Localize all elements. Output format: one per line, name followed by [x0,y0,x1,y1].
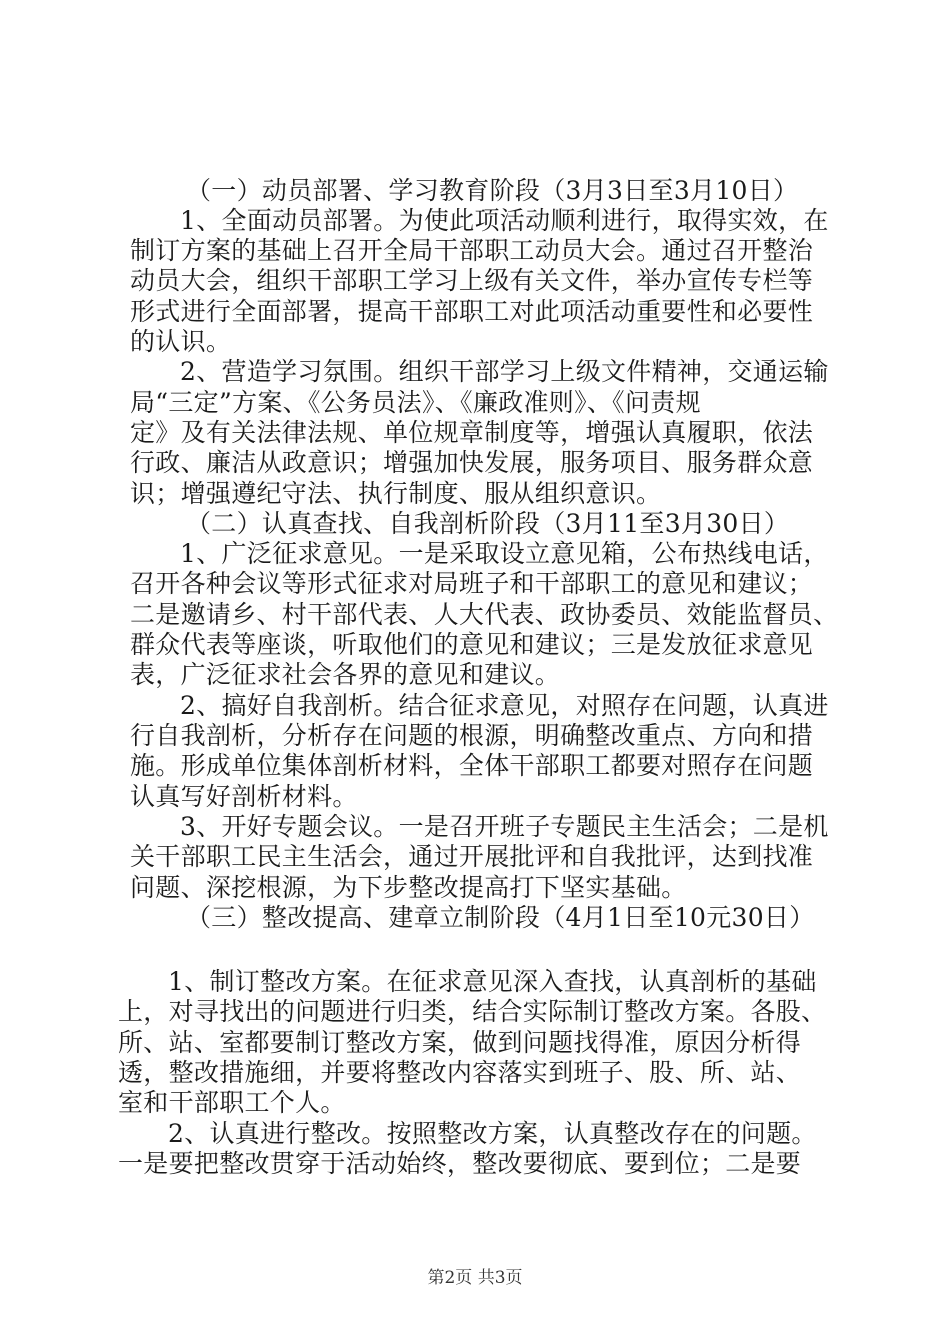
paragraph-line: 一是要把整改贯穿于活动始终，整改要彻底、要到位；二是要 [118,1149,802,1178]
paragraph-line: 1、制订整改方案。在征求意见深入查找，认真剖析的基础 [168,967,817,996]
page-number-footer: 第2页 共3页 [427,1268,523,1288]
paragraph-line: 识；增强遵纪守法、执行制度、服从组织意识。 [130,479,662,508]
paragraph-line: 表，广泛征求社会各界的意见和建议。 [130,660,561,689]
paragraph-line: 行政、廉洁从政意识；增强加快发展，服务项目、服务群众意 [130,448,814,477]
paragraph-line: 的认识。 [130,327,232,356]
paragraph-line: 2、认真进行整改。按照整改方案，认真整改存在的问题。 [168,1119,817,1148]
paragraph-line: 认真写好剖析材料。 [130,782,358,811]
paragraph-line: 施。形成单位集体剖析材料，全体干部职工都要对照存在问题 [130,751,814,780]
paragraph-line: 动员大会，组织干部职工学习上级有关文件，举办宣传专栏等 [130,266,814,295]
section-heading-3: （三）整改提高、建章立制阶段（4月1日至10元30日） [186,903,815,932]
paragraph-line: 2、营造学习氛围。组织干部学习上级文件精神，交通运输 [180,357,829,386]
paragraph-line: 行自我剖析，分析存在问题的根源，明确整改重点、方向和措 [130,721,814,750]
paragraph-line: 制订方案的基础上召开全局干部职工动员大会。通过召开整治 [130,236,814,265]
paragraph-line: 召开各种会议等形式征求对局班子和干部职工的意见和建议； [130,569,814,598]
paragraph-line: 透，整改措施细，并要将整改内容落实到班子、股、所、站、 [118,1058,802,1087]
paragraph-line: 上，对寻找出的问题进行归类，结合实际制订整改方案。各股、 [118,997,827,1026]
section-heading-2: （二）认真查找、自我剖析阶段（3月11至3月30日） [186,509,790,538]
paragraph-line: 3、开好专题会议。一是召开班子专题民主生活会；二是机 [180,812,829,841]
paragraph-line: 1、广泛征求意见。一是采取设立意见箱，公布热线电话， [180,539,829,568]
section-heading-1: （一）动员部署、学习教育阶段（3月3日至3月10日） [186,176,799,205]
paragraph-line: 问题、深挖根源，为下步整改提高打下坚实基础。 [130,873,687,902]
paragraph-line: 群众代表等座谈，听取他们的意见和建议；三是发放征求意见 [130,630,814,659]
paragraph-line: 2、搞好自我剖析。结合征求意见，对照存在问题，认真进 [180,691,829,720]
paragraph-line: 形式进行全面部署，提高干部职工对此项活动重要性和必要性 [130,297,814,326]
paragraph-line: 室和干部职工个人。 [118,1088,346,1117]
paragraph-line: 二是邀请乡、村干部代表、人大代表、政协委员、效能监督员、 [130,600,839,629]
paragraph-line: 1、全面动员部署。为使此项活动顺利进行，取得实效，在 [180,206,829,235]
paragraph-line: 关干部职工民主生活会，通过开展批评和自我批评，达到找准 [130,842,814,871]
paragraph-line: 局“三定”方案、《公务员法》、《廉政准则》、《问责规 [130,388,701,417]
paragraph-line: 定》及有关法律法规、单位规章制度等，增强认真履职，依法 [130,418,814,447]
paragraph-line: 所、站、室都要制订整改方案，做到问题找得准，原因分析得 [118,1028,802,1057]
